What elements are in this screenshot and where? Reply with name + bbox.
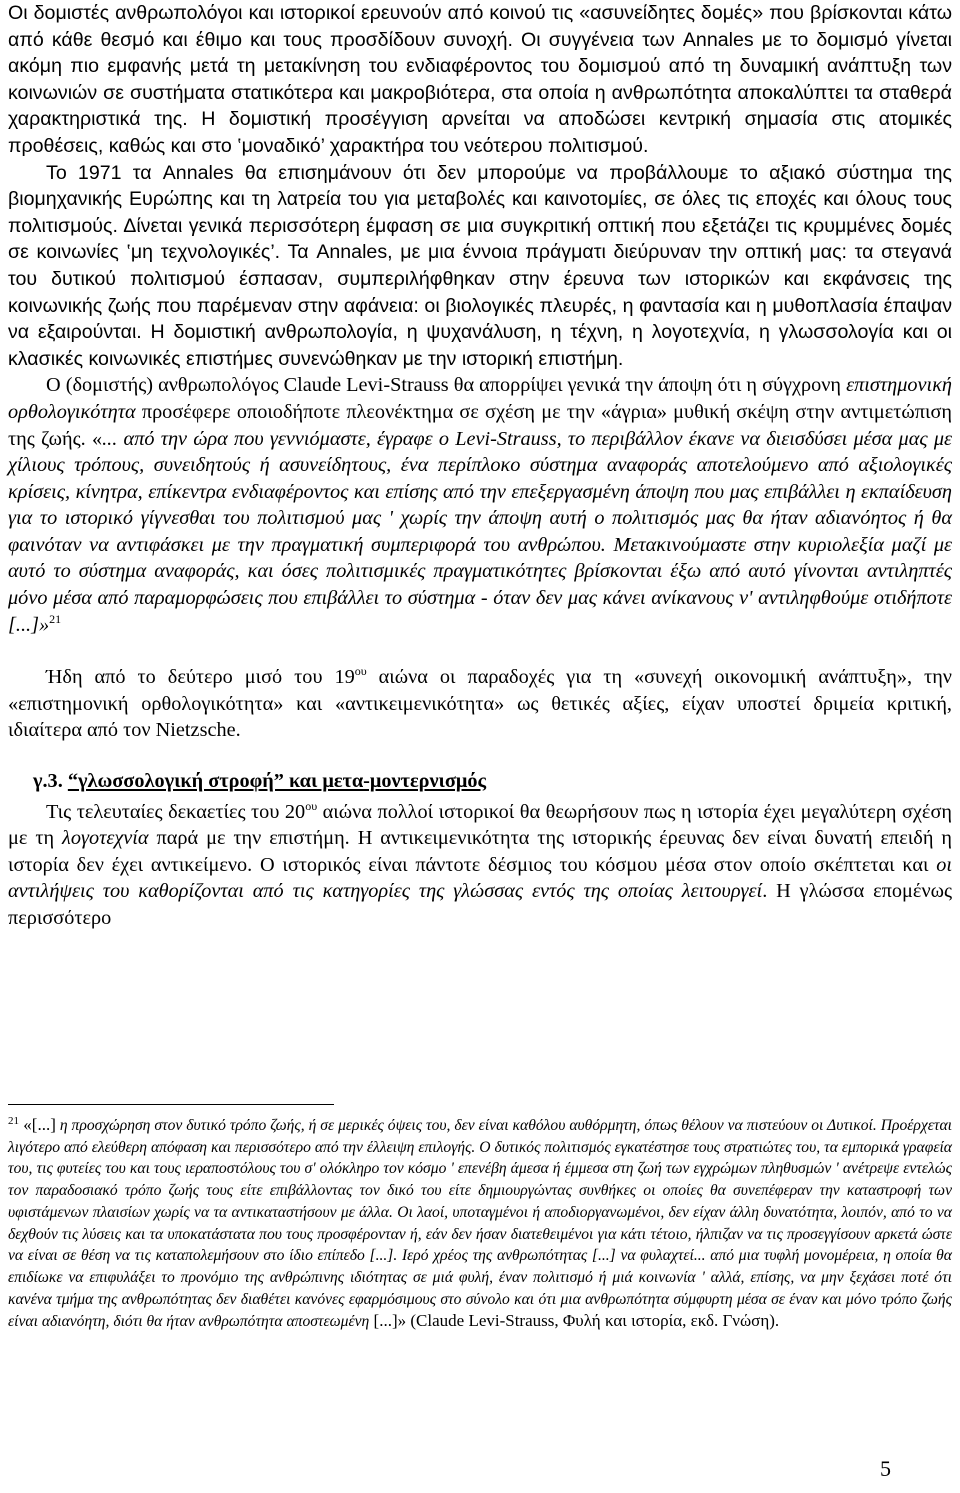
p3-mid: προσέφερε οποιοδήποτε πλεονέκτημα σε σχέση με την «άγρια» μυθική σκέψη στην αντιμετώπιση της ζωής. «	[8, 400, 952, 450]
section-heading	[8, 768, 952, 795]
paragraph-3	[8, 372, 952, 638]
main-text	[8, 0, 952, 932]
p5-emphasis-categories: οι αντιλήψεις του καθορίζονται από τις κατηγορίες της γλώσσας εντός της οποίας λειτουργεί	[8, 853, 952, 903]
p5-superscript: ου	[305, 798, 318, 813]
footnote-close: [...]»	[369, 1311, 407, 1331]
paragraph-1: Οι δομιστές ανθρωπολόγοι και ιστορικοί ερευνούν από κοινού τις «ασυνείδητες δομές» που βρίσκονται κάτω από κάθε θεσμό και έθιμο και τους προσδίδουν συνοχή. Οι συγγένεια των Annales με το δομισμό γίνεται ακόμη πιο εμφανής μετά τη μετακίνηση του ενδιαφέροντος του δομισμού από τη δυναμική ανάπτυξη των κοινωνιών σε συστήματα στατικότερα και μακροβιότερα, στα οποία η ανθρωπότητα αποκαλύπτει τα σταθερά χαρακτηριστικά της. Η δομιστική προσέγγιση αρνείται να αποδώσει κεντρική σημασία στις ατομικές προθέσεις, καθώς και στο ‛μοναδικό’ χαρακτήρα του νεότερου πολιτισμού.	[8, 2, 952, 157]
p4-lead: Ήδη από το δεύτερο μισό του 19	[46, 666, 355, 689]
footnote-reference[interactable]: 21	[49, 611, 62, 626]
p5-emphasis-literature: λογοτεχνία	[62, 827, 149, 850]
footnote-citation: (Claude Levi-Strauss,	[406, 1311, 563, 1331]
p5-part-a: αιώνα πολλοί ιστορικοί θα θεωρήσουν πως η ιστορία έχει μεγαλύτερη σχέση με τη	[8, 800, 952, 850]
p3-lead: Ο (δομιστής) ανθρωπολόγος Claude Levi-Strauss θα απορρίψει γενικά την άποψη ότι η σύγχρονη	[46, 374, 847, 397]
footnote-open: «[...]	[19, 1115, 56, 1134]
section-number: γ.3.	[33, 770, 63, 793]
p4-rest: αιώνα οι παραδοχές για τη «συνεχή οικονομική ανάπτυξη», την «επιστημονική ορθολογικότητα» και «αντικειμενικότητα» ως θετικές αξίες, είχαν υποστεί δριμεία κριτική, ιδιαίτερα από τον Nietzsche.	[8, 666, 952, 742]
p4-superscript: ου	[354, 664, 367, 679]
section-title: “γλωσσολογική στροφή” και μετα-μοντερνισμός	[67, 770, 487, 793]
paragraph-5	[8, 799, 952, 932]
footnote-quote: η προσχώρηση στον δυτικό τρόπο ζωής, ή σε μερικές όψεις του, δεν είναι καθόλου αυθόρμητη, όπως θέλουν να πιστεύουν οι Δυτικοί. Προέρχεται λιγότερο από ελεύθερη απόφαση και περισσότερο από την έλλειψη επιλογής. Ο δυτικός πολιτισμός εγκατέστησε τους στρατιώτες του, τα εμπορικά γραφεία του, τις φυτείες του και τους ιεραποστόλους του σ' ολόκληρο τον κόσμο ' επενέβη άμεσα ή έμμεσα στη ζωή των εγχρώμων πληθυσμών ' ανέτρεψε εντελώς τον παραδοσιακό τρόπο ζωής τους είτε επιβάλλοντας τον δικό του είτε δημιουργώντας συνθήκες οι οποίες θα συνεπέφεραν την καταστροφή των υφιστάμενων πλαισίων χωρίς να τα αντικαταστήσουν με άλλα. Οι λαοί, υποταγμένοι ή αποδιοργανωμένοι, δεν είχαν άλλη δυνατότητα, λοιπόν, από το να δεχθούν τις λύσεις και τα υποκατάστατα που τους προσφέρονταν ή, εάν δεν ήσαν διατεθειμένοι για κάτι τέτοιο, ήλπιζαν να τις προσεγγίσουν αρκετά ώστε να είναι σε θέση να τις καταπολεμήσουν στο ίδιο επίπεδο [...]. Ιερό χρέος της ανθρωπότητας [...] να φυλαχτεί... από μια τυφλή μονομέρεια, η οποία θα επιδίωκε να επιφυλάξει το προνόμιο της ανθρώπινης ιδιότητας σε μιά φυλή, έναν πολιτισμό ή μιά κοινωνία ' αλλά, επίσης, να μην ξεχάσει ποτέ ότι κανένα τμήμα της ανθρωπότητας δεν διαθέτει κανόνες εφαρμόσιμους στο σύνολο και ότι μια ανθρωπότητα σύμφυρτη μέσα σε έναν και μόνο τρόπο ζωής είναι αδιανόητη, διότι θα ήταν ανθρωπότητα αποστεωμένη	[8, 1117, 953, 1331]
p5-part-c: . Η γλώσσα επομένως περισσότερο	[8, 880, 952, 929]
p3-emphasis: επιστημονική ορθολογικότητα	[8, 374, 952, 423]
levi-strauss-quote: ... από την ώρα που γεννιόμαστε, έγραφε ο Levi-Strauss, το περιβάλλον έκανε να διεισδύσει μέσα μας με χίλιους τρόπους, συνειδητούς ή ασυνείδητους, ένα περίπλοκο σύστημα αναφοράς αποτελούμενο από αξιολογικές κρίσεις, κίνητρα, επίκεντρα ενδιαφέροντος και επίσης από την επεξεργασμένη άποψη που μας επιβάλλει η εκπαίδευση για το ιστορικό γίγνεσθαι του πολιτισμού μας ' χωρίς την άποψη αυτή ο πολιτισμός μας θα ήταν αδιανόητος ή θα φαινόταν να αντιφάσκει με την πραγματική συμπεριφορά του ανθρώπου. Μετακινούμαστε στην κυριολεξία μαζί με αυτό το σύστημα αναφοράς, και όσες πολιτισμικές πραγματικότητες βρίσκονται έξω από αυτό γίνονται αντιληπτές μόνο μέσα από παραμορφώσεις που επιβάλλει το σύστημα - όταν δεν μας κάνει ανίκανους ν' αντιληφθούμε οτιδήποτε [...]»	[8, 427, 952, 636]
footnote-number: 21	[8, 1114, 19, 1127]
paragraph-2: Το 1971 τα Annales θα επισημάνουν ότι δεν μπορούμε να προβάλλουμε το αξιακό σύστημα της βιομηχανικής Ευρώπης και τη λατρεία του για μεταβολές και καινοτομίες, σε όλες τις εποχές και όλους τους πολιτισμούς. Δίνεται γενικά περισσότερη έμφαση σε μια συγκριτική οπτική που εξετάζει τις κρυμμένες δομές σε κοινωνίες ‛μη τεχνολογικές’. Τα Annales, με μια έννοια πράγματι διεύρυναν την οπτική μας: τα στεγανά του δυτικού πολιτισμού έσπασαν, συμπεριλήφθηκαν στην έρευνα των ιστορικών και εκφάνσεις της κοινωνικής ζωής που παρέμεναν στην αφάνεια: οι βιολογικές πλευρές, η φαντασία και η μυθοπλασία έπαψαν να εξαιρούνται. Η δομιστική ανθρωπολογία, η ψυχανάλυση, η τέχνη, η λογοτεχνία, η γλωσσολογία και οι κλασικές κοινωνικές επιστήμες συνενώθηκαν με την ιστορική επιστήμη.	[8, 161, 952, 370]
paragraph-4	[8, 664, 952, 744]
p5-part-b: παρά με την επιστήμη. Η αντικειμενικότητα της ιστορικής έρευνας δεν είναι δυνατή επειδή η ιστορία δεν έχει αντικείμενο. Ο ιστορικός είναι πάντοτε δέσμιος του κόσμου μέσα στον οποίο σκέπτεται και	[8, 827, 952, 876]
footnote-citation-end: , εκδ. Γνώση).	[682, 1311, 780, 1331]
page-number: 5	[880, 1456, 891, 1481]
footnote-21	[8, 1114, 952, 1333]
footnote-separator	[8, 1104, 334, 1105]
footnote-citation-title: Φυλή και ιστορία	[562, 1311, 683, 1331]
p5-lead: Τις τελευταίες δεκαετίες του 20	[46, 800, 306, 823]
